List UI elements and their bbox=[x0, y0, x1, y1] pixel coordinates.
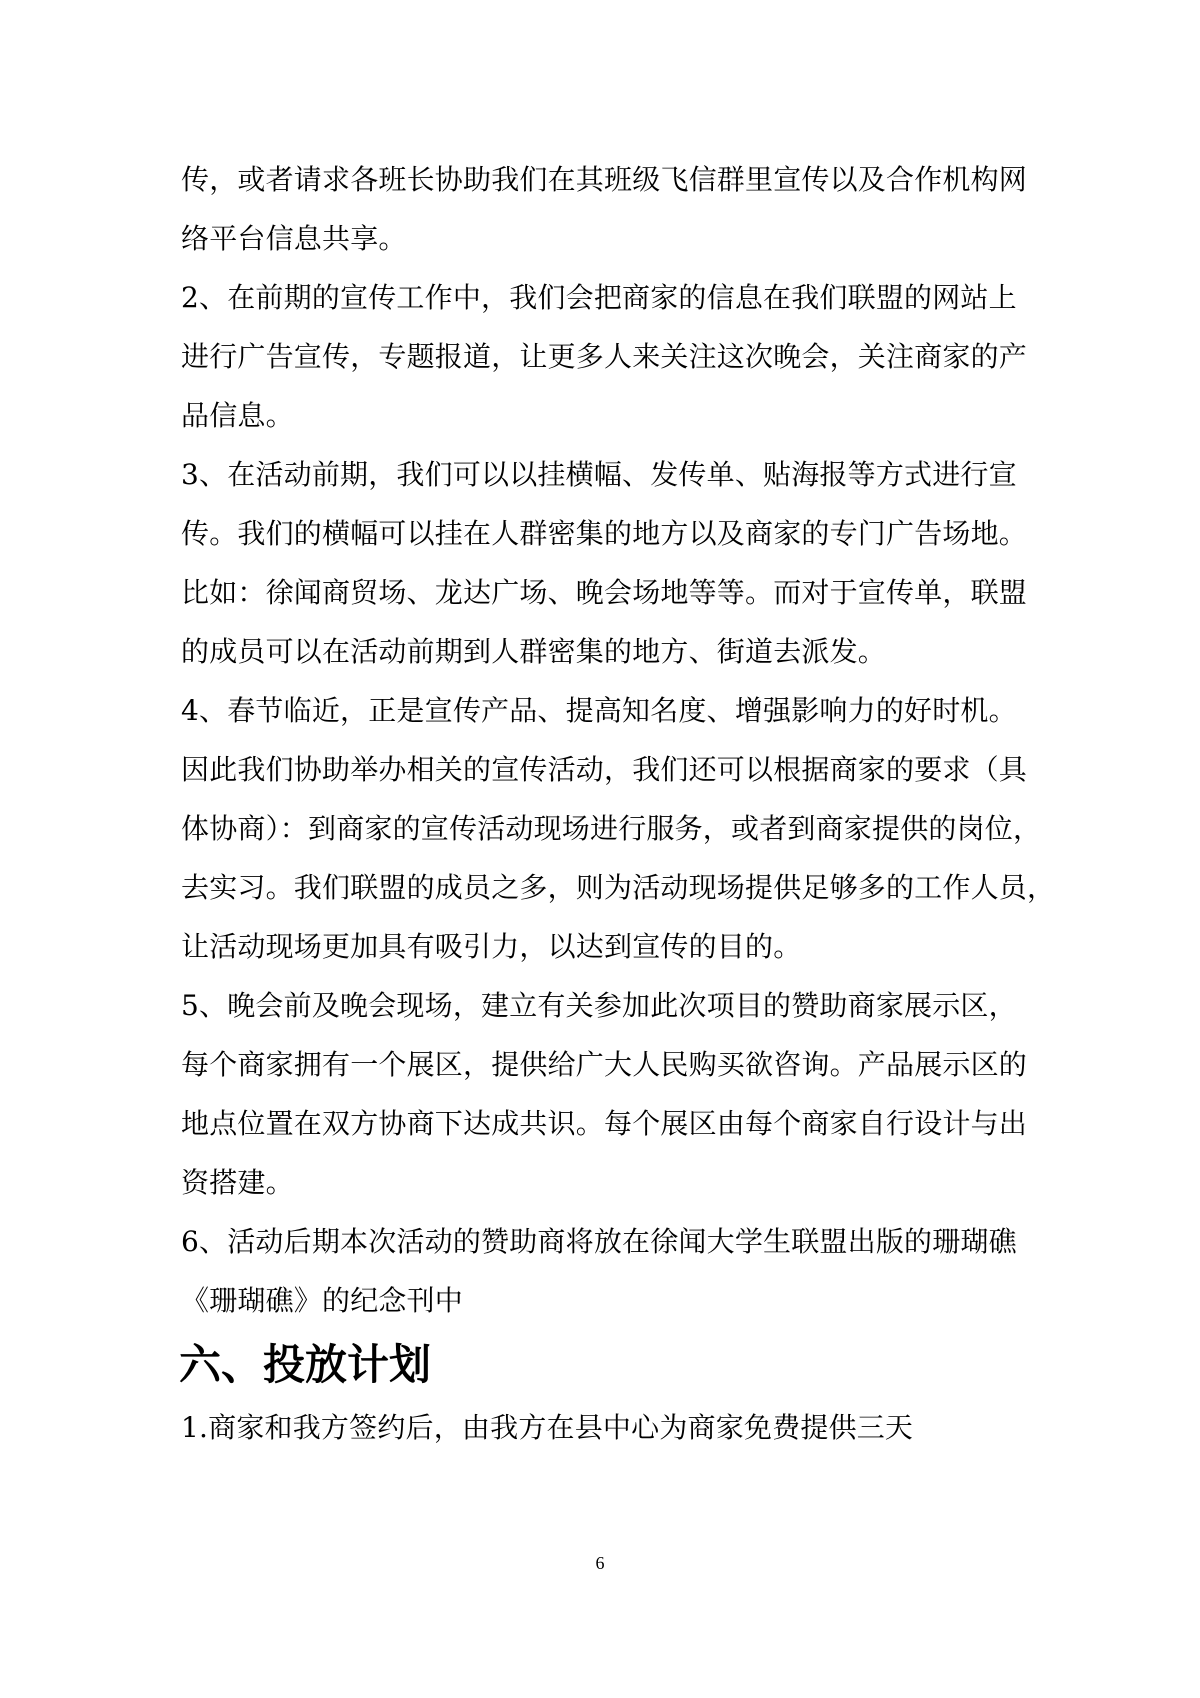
body-line-14: 让活动现场更加具有吸引力，以达到宣传的目的。 bbox=[181, 930, 802, 963]
body-line-4: 进行广告宣传，专题报道，让更多人来关注这次晚会，关注商家的产 bbox=[181, 340, 1028, 373]
body-line-15: 5、晚会前及晚会现场，建立有关参加此次项目的赞助商家展示区， bbox=[181, 989, 1017, 1022]
body-line-6: 3、在活动前期，我们可以以挂横幅、发传单、贴海报等方式进行宣 bbox=[181, 458, 1017, 491]
body-line-11: 因此我们协助举办相关的宣传活动，我们还可以根据商家的要求（具 bbox=[181, 753, 1028, 786]
page-number: 6 bbox=[595, 1553, 605, 1573]
page-body bbox=[179, 150, 1056, 1457]
body-line-5: 品信息。 bbox=[181, 399, 294, 432]
body-line-10: 4、春节临近，正是宣传产品、提高知名度、增强影响力的好时机。 bbox=[181, 694, 1017, 727]
body-line-16: 每个商家拥有一个展区，提供给广大人民购买欲咨询。产品展示区的 bbox=[181, 1048, 1028, 1081]
section-heading: 六、投放计划 bbox=[179, 1340, 432, 1389]
body-line-1: 传，或者请求各班长协助我们在其班级飞信群里宣传以及合作机构网 bbox=[181, 163, 1028, 196]
body-line-3: 2、在前期的宣传工作中，我们会把商家的信息在我们联盟的网站上 bbox=[181, 281, 1017, 314]
body-line-9: 的成员可以在活动前期到人群密集的地方、街道去派发。 bbox=[181, 635, 887, 668]
body-line-12: 体协商）：到商家的宣传活动现场进行服务，或者到商家提供的岗位， bbox=[181, 812, 1042, 845]
body-line-17: 地点位置在双方协商下达成共识。每个展区由每个商家自行设计与出 bbox=[181, 1107, 1028, 1140]
body-line-after-heading-1: 1.商家和我方签约后，由我方在县中心为商家免费提供三天 bbox=[181, 1411, 914, 1444]
body-line-19: 6、活动后期本次活动的赞助商将放在徐闻大学生联盟出版的珊瑚礁 bbox=[181, 1225, 1017, 1258]
body-line-18: 资搭建。 bbox=[181, 1166, 294, 1199]
body-line-20: 《珊瑚礁》的纪念刊中 bbox=[181, 1284, 464, 1317]
body-line-7: 传。我们的横幅可以挂在人群密集的地方以及商家的专门广告场地。 bbox=[181, 517, 1028, 550]
body-line-8: 比如：徐闻商贸场、龙达广场、晚会场地等等。而对于宣传单，联盟 bbox=[181, 576, 1028, 609]
body-line-13: 去实习。我们联盟的成员之多，则为活动现场提供足够多的工作人员， bbox=[181, 871, 1056, 904]
body-line-2: 络平台信息共享。 bbox=[181, 222, 407, 255]
